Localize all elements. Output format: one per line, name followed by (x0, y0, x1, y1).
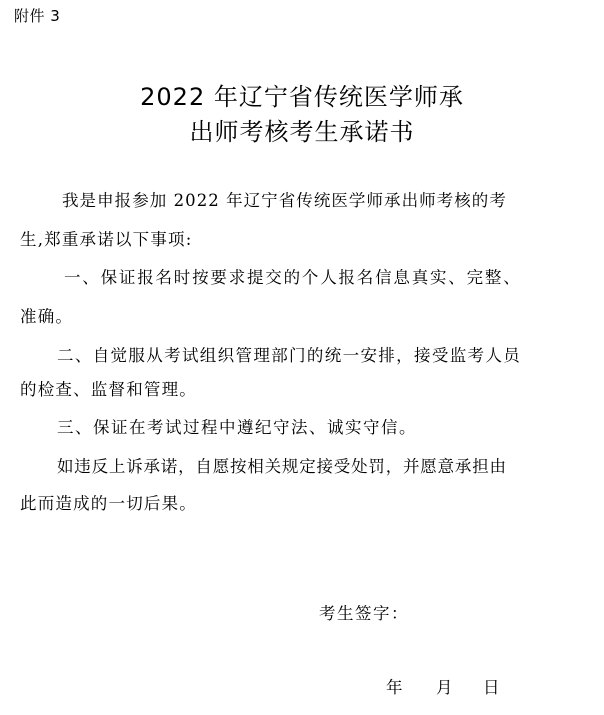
date-year-label: 年 (386, 678, 403, 697)
item-3-line-1: 三、保证在考试过程中遵纪守法、诚实守信。 (57, 418, 417, 437)
item-2-line-2: 的检查、监督和管理。 (20, 380, 197, 399)
date-month-label: 月 (436, 678, 453, 697)
item-1-line-2: 准确。 (20, 307, 74, 326)
attachment-label: 附件 3 (14, 7, 61, 25)
closing-line-1: 如违反上诉承诺，自愿按相关规定接受处罚，并愿意承担由 (57, 457, 507, 476)
signature-label: 考生签字： (319, 604, 409, 623)
title-line-1: 2022 年辽宁省传统医学师承 (140, 83, 464, 111)
intro-line-1: 我是申报参加 2022 年辽宁省传统医学师承出师考核的考 (62, 191, 507, 210)
closing-line-2: 此而造成的一切后果。 (20, 494, 197, 513)
intro-line-2: 生,郑重承诺以下事项: (20, 230, 193, 249)
title-line-2: 出师考核考生承诺书 (189, 118, 415, 146)
document-title (0, 80, 604, 150)
item-1-line-1: 一、保证报名时按要求提交的个人报名信息真实、完整、 (64, 268, 522, 287)
item-2-line-1: 二、自觉服从考试组织管理部门的统一安排，接受监考人员 (57, 346, 522, 365)
date-day-label: 日 (483, 678, 500, 697)
